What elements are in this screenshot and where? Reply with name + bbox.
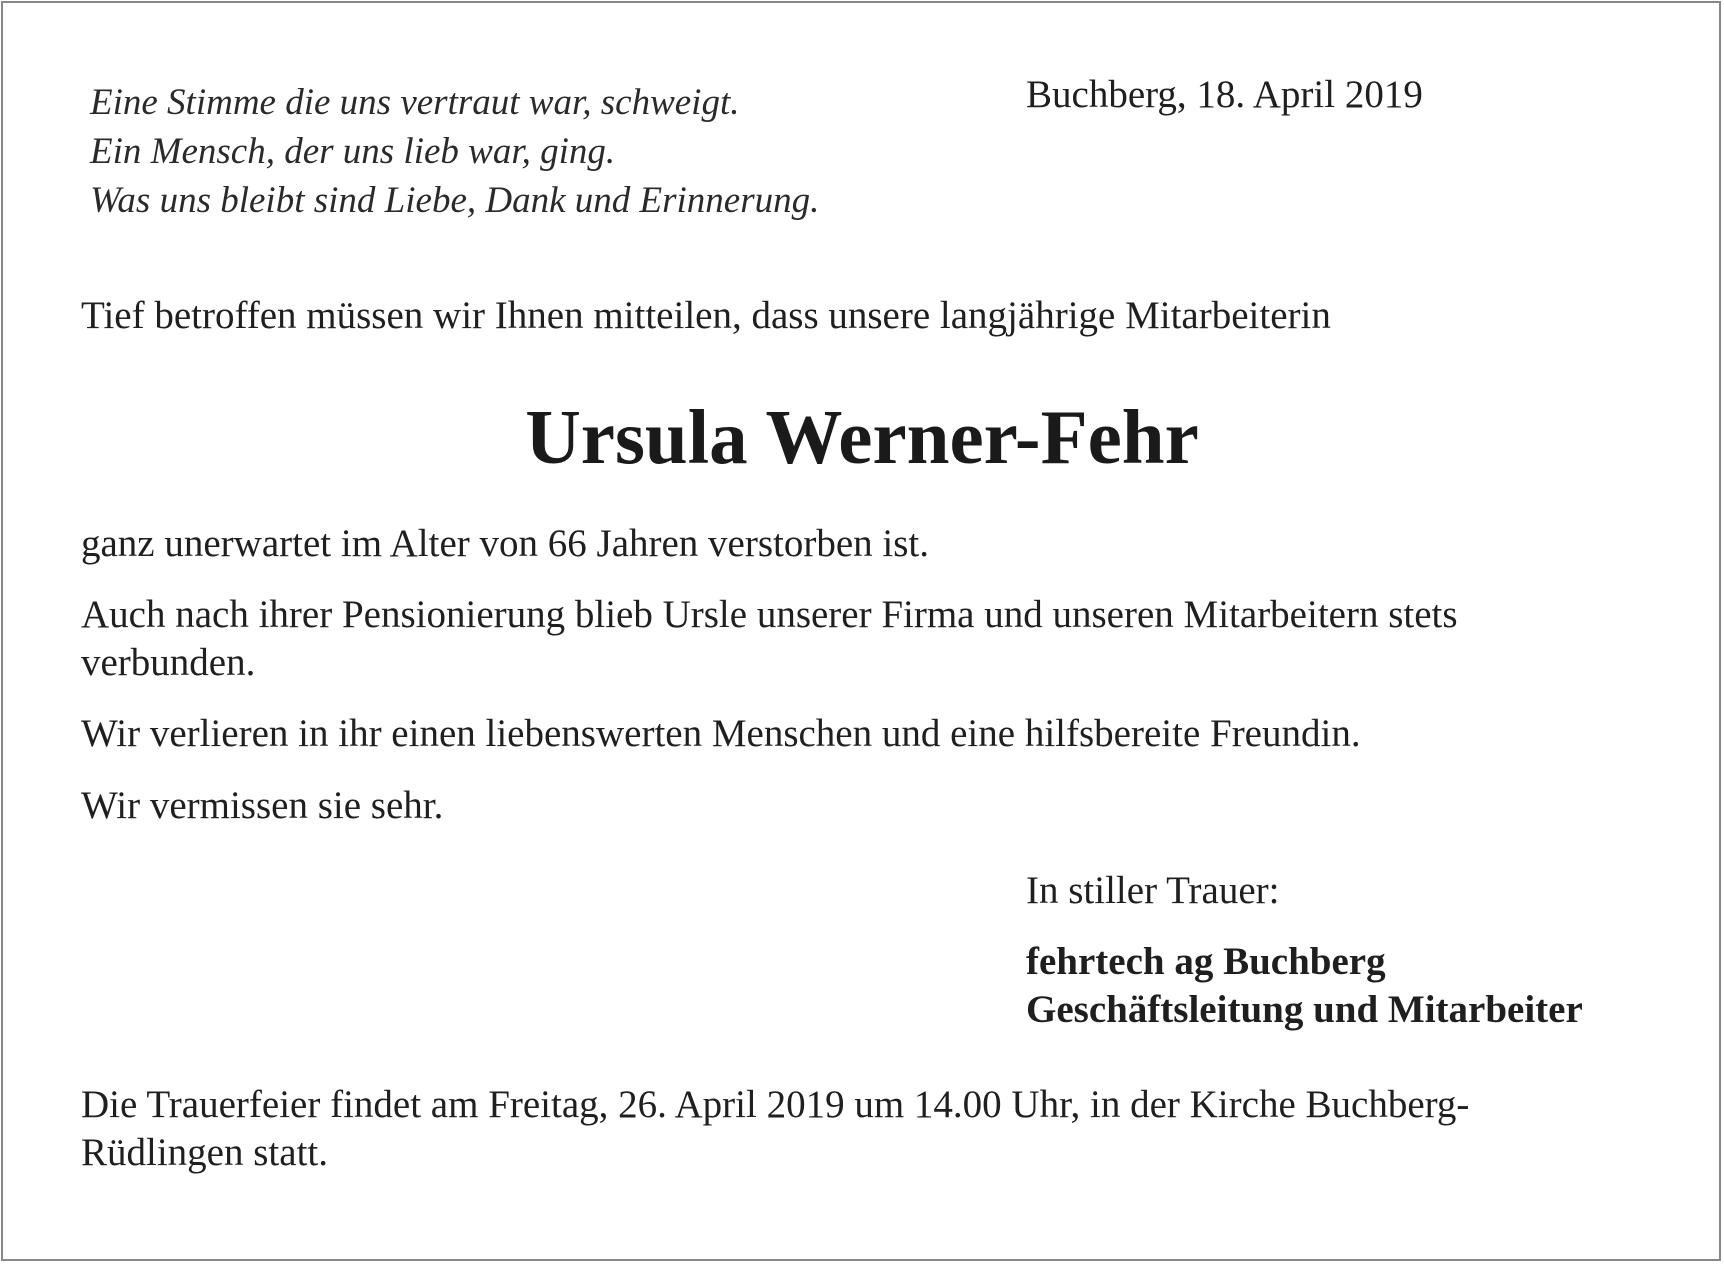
poem-line-2: Ein Mensch, der uns lieb war, ging. — [90, 131, 616, 172]
place-date: Buchberg, 18. April 2019 — [1026, 73, 1423, 116]
paragraph-2-line-1: Auch nach ihrer Pensionierung blieb Ursle unserer Firma und unseren Mitarbeitern stets — [81, 593, 1458, 636]
poem-line-1: Eine Stimme die uns vertraut war, schweigt. — [90, 82, 740, 123]
paragraph-3: Wir verlieren in ihr einen liebenswerten Menschen und eine hilfsbereite Freundin. — [81, 712, 1361, 755]
paragraph-2-line-2: verbunden. — [81, 641, 256, 684]
poem-line-3: Was uns bleibt sind Liebe, Dank und Erinnerung. — [90, 180, 820, 221]
memorial-poem — [90, 78, 819, 225]
paragraph-2 — [81, 591, 1458, 687]
paragraph-1: ganz unerwartet im Alter von 66 Jahren verstorben ist. — [81, 522, 930, 565]
deceased-name: Ursula Werner-Fehr — [525, 394, 1199, 480]
ceremony-line-2: Rüdlingen statt. — [81, 1131, 328, 1174]
ceremony-line-1: Die Trauerfeier findet am Freitag, 26. April 2019 um 14.00 Uhr, in der Kirche Buchberg- — [81, 1083, 1470, 1126]
ceremony-info — [81, 1081, 1469, 1177]
intro-text: Tief betroffen müssen wir Ihnen mitteilen, dass unsere langjährige Mitarbeiterin — [81, 294, 1331, 337]
signature-company: fehrtech ag Buchberg — [1026, 940, 1386, 983]
signature-label: In stiller Trauer: — [1026, 869, 1280, 912]
signature-department: Geschäftsleitung und Mitarbeiter — [1026, 988, 1583, 1031]
paragraph-4: Wir vermissen sie sehr. — [81, 784, 444, 827]
